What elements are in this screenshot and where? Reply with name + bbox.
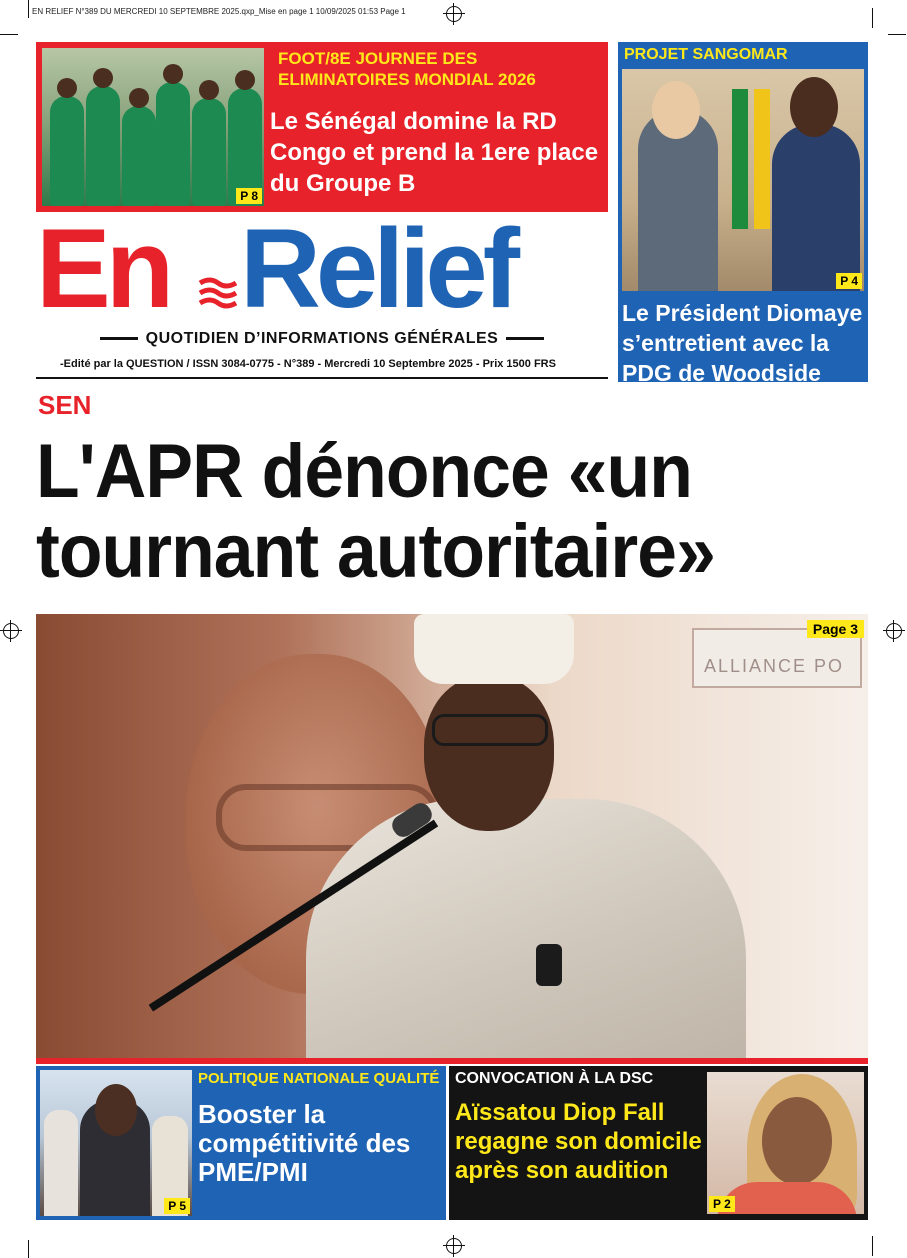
lead-photo[interactable] — [36, 614, 868, 1060]
crop-mark — [0, 34, 18, 35]
page-tag: Page 3 — [807, 620, 864, 638]
page-tag: P 5 — [164, 1198, 190, 1214]
quality-policy-title: Booster la compétitivité des PME/PMI — [198, 1099, 411, 1187]
crop-mark — [872, 8, 873, 28]
dsc-kicker: CONVOCATION À LA DSC — [455, 1070, 654, 1087]
speaker-robe — [306, 799, 746, 1060]
speaker-face — [424, 676, 554, 831]
masthead-logo — [36, 206, 608, 333]
handshake-photo — [622, 69, 864, 291]
registration-mark-icon — [3, 623, 19, 639]
quality-policy-story[interactable] — [36, 1066, 446, 1220]
football-kicker: FOOT/8E JOURNEE DES ELIMINATOIRES MONDIAL 2026 — [278, 49, 536, 89]
registration-mark-icon — [446, 6, 462, 22]
sangomar-title: Le Président Diomaye s’entretient avec la PDG de Woodside Energy — [622, 300, 863, 416]
football-title: Le Sénégal domine la RD Congo et prend la 1ere place du Groupe B — [270, 108, 599, 197]
logo-en: En — [36, 206, 170, 331]
crop-mark — [28, 1240, 29, 1258]
alliance-sign: ALLIANCE PO — [692, 628, 862, 688]
crop-mark — [872, 1236, 873, 1256]
registration-mark-icon — [886, 623, 902, 639]
speaker-cap — [414, 614, 574, 684]
masthead-tagline: QUOTIDIEN D’INFORMATIONS GÉNÉRALES — [36, 330, 608, 348]
crop-mark — [888, 34, 906, 35]
masthead-info: -Edité par la QUESTION / ISSN 3084-0775 - N°389 - Mercredi 10 Septembre 2025 - Prix 1500 FRS — [60, 358, 556, 370]
speaker-glasses — [432, 714, 548, 746]
logo-waves-icon — [198, 277, 238, 309]
divider — [36, 377, 608, 379]
page-tag: P 4 — [836, 273, 862, 289]
registration-mark-icon — [446, 1238, 462, 1254]
football-story[interactable] — [36, 42, 608, 212]
divider — [36, 1058, 868, 1064]
quality-policy-kicker: POLITIQUE NATIONALE QUALITÉ — [198, 1070, 440, 1087]
dsc-title: Aïssatou Diop Fall regagne son domicile après son audition — [455, 1099, 702, 1184]
dsc-story[interactable] — [449, 1066, 868, 1220]
portrait-photo — [707, 1072, 864, 1214]
lead-kicker: SEN — [38, 390, 92, 420]
football-team-photo — [42, 48, 264, 206]
logo-relief: Relief — [240, 206, 515, 331]
lead-headline[interactable]: L'APR dénonce «un tournant autoritaire» — [36, 429, 715, 594]
sangomar-story[interactable] — [618, 42, 868, 416]
print-slug: EN RELIEF N°389 DU MERCREDI 10 SEPTEMBRE 2025.qxp_Mise en page 1 10/09/2025 01:53 Page 1 — [32, 7, 406, 16]
page-tag: P 2 — [709, 1196, 735, 1212]
sangomar-kicker: PROJET SANGOMAR — [624, 46, 788, 63]
wristwatch — [536, 944, 562, 986]
crop-mark — [28, 0, 29, 18]
press-conference-photo — [40, 1070, 192, 1216]
page-tag: P 8 — [236, 188, 262, 204]
